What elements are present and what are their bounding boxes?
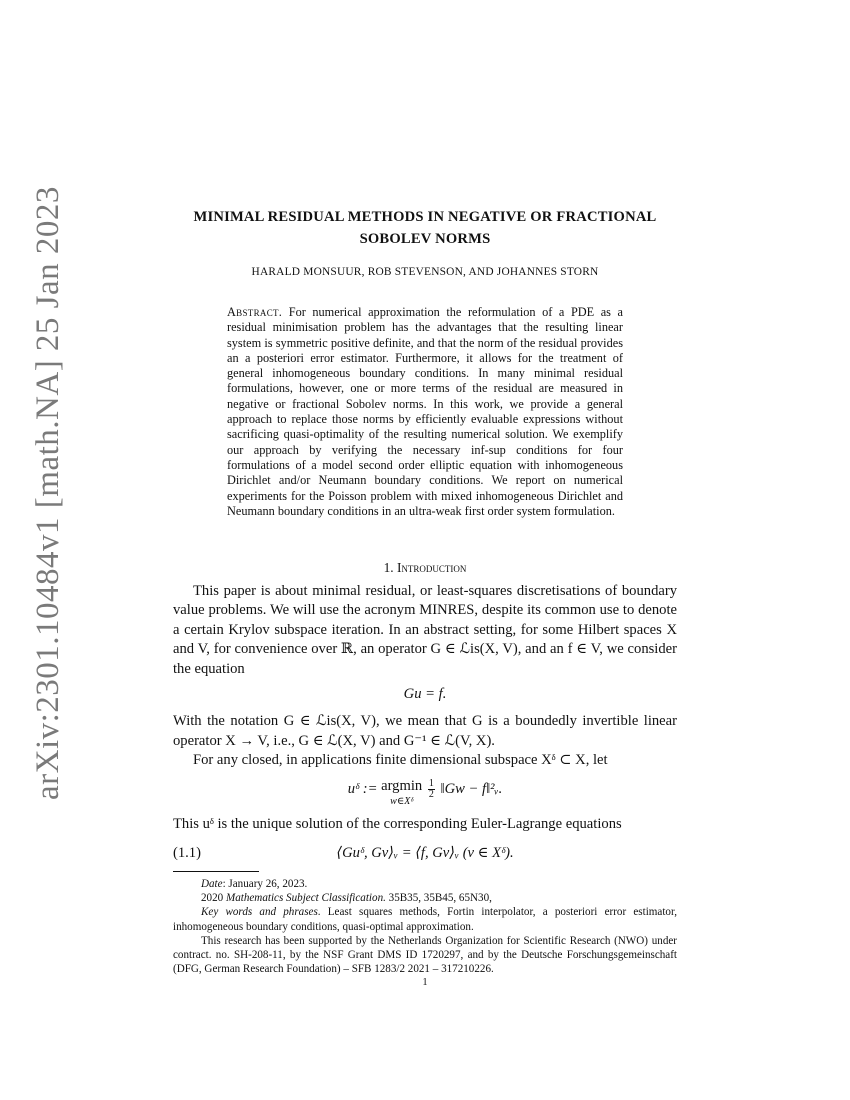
section-title: Introduction <box>396 560 467 575</box>
footnote-funding: This research has been supported by the Netherlands Organization for Scientific Research (NWO) under contract. no. SH-208-11, by the NSF Grant DMS ID 1720297, and by the Deutsche Forschungsgemeinschaft (DFG, German Research Foundation) – SFB 1283/2 2021 – 317210226. <box>173 934 677 976</box>
equation-argmin <box>173 779 677 809</box>
paper-title <box>170 206 680 250</box>
one-half-fraction <box>428 779 435 800</box>
date-value: : January 26, 2023. <box>222 878 308 890</box>
author-list: HARALD MONSUUR, ROB STEVENSON, AND JOHANNES STORN <box>251 266 599 278</box>
keywords-value: . Least squares methods, Fortin interpolator, a posteriori error estimator, inhomogeneous boundary conditions, quasi-optimal approximation. <box>173 906 677 933</box>
paragraph-2: With the notation G ∈ ℒis(X, V), we mean that G is a boundedly invertible linear operator X → V, i.e., G ∈ ℒ(X, V) and G⁻¹ ∈ ℒ(V, X). <box>173 713 677 749</box>
msc-label: Mathematics Subject Classification. <box>225 892 386 905</box>
footnotes <box>173 877 677 976</box>
argmin-operator <box>381 779 422 809</box>
equation-gu-f: Gu = f. <box>403 686 447 703</box>
footnote-msc <box>173 891 677 905</box>
eq2-rhs: ‖Gw − f‖²ᵥ. <box>440 780 503 797</box>
fraction-denominator: 2 <box>428 788 434 800</box>
paragraph-3: For any closed, in applications finite dimensional subspace Xᵟ ⊂ X, let <box>193 752 608 769</box>
msc-year: 2020 <box>201 892 226 905</box>
argmin-label: argmin <box>381 777 423 794</box>
euler-lagrange-equation: ⟨Guᵟ, Gv⟩ᵥ = ⟨f, Gv⟩ᵥ (v ∈ Xᵟ). <box>336 845 514 862</box>
title-line-2: SOBOLEV NORMS <box>359 231 491 247</box>
section-number: 1. <box>383 560 394 575</box>
equation-number: (1.1) <box>173 845 201 862</box>
arxiv-identifier: arXiv:2301.10484v1 [math.NA] 25 Jan 2023 <box>30 186 66 800</box>
title-line-1: MINIMAL RESIDUAL METHODS IN NEGATIVE OR FRACTIONAL <box>193 209 657 225</box>
abstract-label: Abstract. <box>227 305 283 319</box>
abstract-text: For numerical approximation the reformulation of a PDE as a residual minimisation problem has the advantages that the resulting linear system is symmetric positive definite, and that the norm of the residual provides an a posteriori error estimator. Furthermore, it allows for the treatment of general inhomogeneous boundary conditions. In many minimal residual formulations, however, one or more terms of the residual are measured in negative or fractional Sobolev norms. In this work, we provide a general approach to replace those norms by efficiently evaluable expressions without sacrificing quasi-optimality of the resulting numerical solution. We exemplify our approach by verifying the necessary inf-sup conditions for four formulations of a model second order elliptic equation with inhomogeneous Dirichlet and/or Neumann boundary conditions. We report on numerical experiments for the Poisson problem with mixed inhomogeneous Dirichlet and Neumann boundary conditions in an ultra-weak first order system formulation. <box>227 305 623 518</box>
equation-1-1 <box>173 844 677 866</box>
eq2-lhs: uᵟ := <box>347 780 378 797</box>
section-heading <box>170 560 680 576</box>
paragraph-1: This paper is about minimal residual, or least-squares discretisations of boundary value problems. We will use the acronym MINRES, despite its common use to denote a certain Krylov subspace iteration. In an abstract setting, for some Hilbert spaces X and V, for convenience over ℝ, an operator G ∈ ℒis(X, V), and an f ∈ V, we consider the equation <box>173 583 677 677</box>
argmin-subscript: w∈Xᵟ <box>390 795 414 807</box>
keywords-label: Key words and phrases <box>201 906 318 919</box>
footnote-date <box>173 877 677 891</box>
msc-codes: 35B35, 35B45, 65N30, <box>385 892 492 905</box>
body-text <box>173 582 677 866</box>
abstract <box>227 305 623 519</box>
footnote-divider <box>173 871 259 872</box>
date-label: Date <box>201 878 223 890</box>
page-number: 1 <box>422 977 428 988</box>
fraction-numerator: 1 <box>428 777 434 789</box>
footnote-keywords <box>173 905 677 933</box>
paragraph-4: This uᵟ is the unique solution of the corresponding Euler-Lagrange equations <box>173 815 622 832</box>
